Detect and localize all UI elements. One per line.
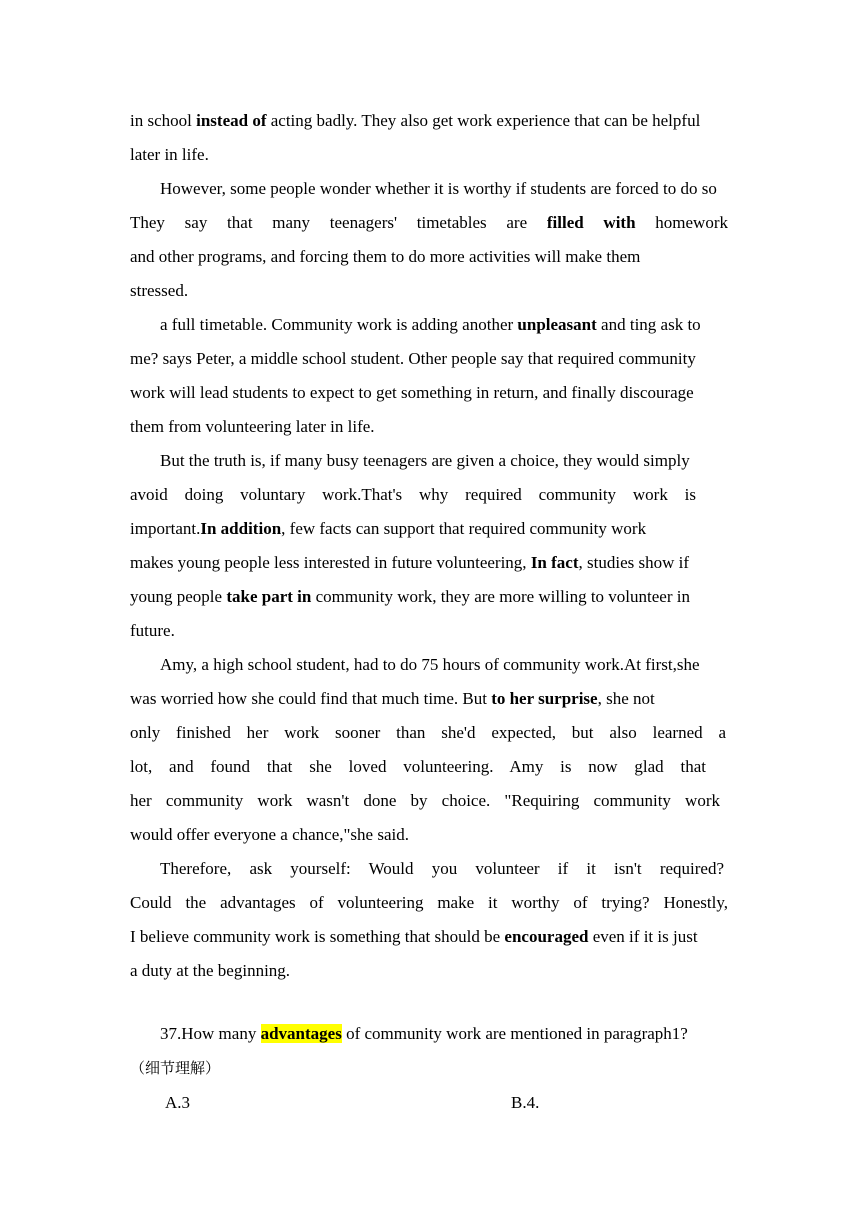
bold-phrase: In fact xyxy=(530,553,579,572)
passage-line: in school instead of acting badly. They also get work experience that can be helpful xyxy=(130,111,701,130)
bold-phrase: unpleasant xyxy=(517,315,597,334)
passage-line: and other programs, and forcing them to do more activities will make them xyxy=(130,247,641,266)
passage-line: only finished her work sooner than she'd expected, but also learned a xyxy=(130,723,726,742)
passage-line: However, some people wonder whether it is worthy if students are forced to do so xyxy=(160,179,717,198)
bold-phrase: encouraged xyxy=(504,927,589,946)
option-a: A.3 xyxy=(165,1093,191,1112)
question-type-note: （细节理解） xyxy=(130,1059,221,1077)
passage-line: future. xyxy=(130,621,175,640)
passage-line: her community work wasn't done by choice. "Requiring community work xyxy=(130,791,720,810)
passage-line: was worried how she could find that much time. But to her surprise, she not xyxy=(130,689,655,708)
bold-phrase: In addition xyxy=(200,519,282,538)
passage-line: a duty at the beginning. xyxy=(130,961,291,980)
passage-line: Could the advantages of volunteering make it worthy of trying? Honestly, xyxy=(130,893,728,912)
passage-line: But the truth is, if many busy teenagers are given a choice, they would simply xyxy=(160,451,690,470)
bold-phrase: instead of xyxy=(196,111,267,130)
passage-line: a full timetable. Community work is adding another unpleasant and ting ask to xyxy=(160,315,701,334)
bold-phrase: to her surprise xyxy=(491,689,598,708)
passage-line: stressed. xyxy=(130,281,189,300)
passage-line: They say that many teenagers' timetables are filled with homework xyxy=(130,213,728,232)
passage-line: important.In addition, few facts can support that required community work xyxy=(130,519,647,538)
bold-phrase: take part in xyxy=(226,587,312,606)
passage-line: me? says Peter, a middle school student. Other people say that required community xyxy=(130,349,696,368)
passage-line: work will lead students to expect to get something in return, and finally discourage xyxy=(130,383,694,402)
passage-line: them from volunteering later in life. xyxy=(130,417,375,436)
passage-line: would offer everyone a chance,"she said. xyxy=(130,825,409,844)
passage-line: lot, and found that she loved volunteering. Amy is now glad that xyxy=(130,757,706,776)
passage-line: avoid doing voluntary work.That's why required community work is xyxy=(130,485,696,504)
question-stem: 37.How many advantages of community work are mentioned in paragraph1? xyxy=(160,1024,688,1043)
passage-line: Therefore, ask yourself: Would you volunteer if it isn't required? xyxy=(160,859,724,878)
bold-phrase: filled with xyxy=(546,213,636,232)
passage-line: makes young people less interested in future volunteering, In fact, studies show if xyxy=(130,553,690,572)
option-b: B.4. xyxy=(511,1093,540,1112)
passage-line: later in life. xyxy=(130,145,209,164)
passage-line: young people take part in community work, they are more willing to volunteer in xyxy=(130,587,690,606)
highlighted-word: advantages xyxy=(260,1024,342,1043)
passage-line: Amy, a high school student, had to do 75 hours of community work.At first,she xyxy=(160,655,700,674)
passage-line: I believe community work is something that should be encouraged even if it is just xyxy=(130,927,698,946)
